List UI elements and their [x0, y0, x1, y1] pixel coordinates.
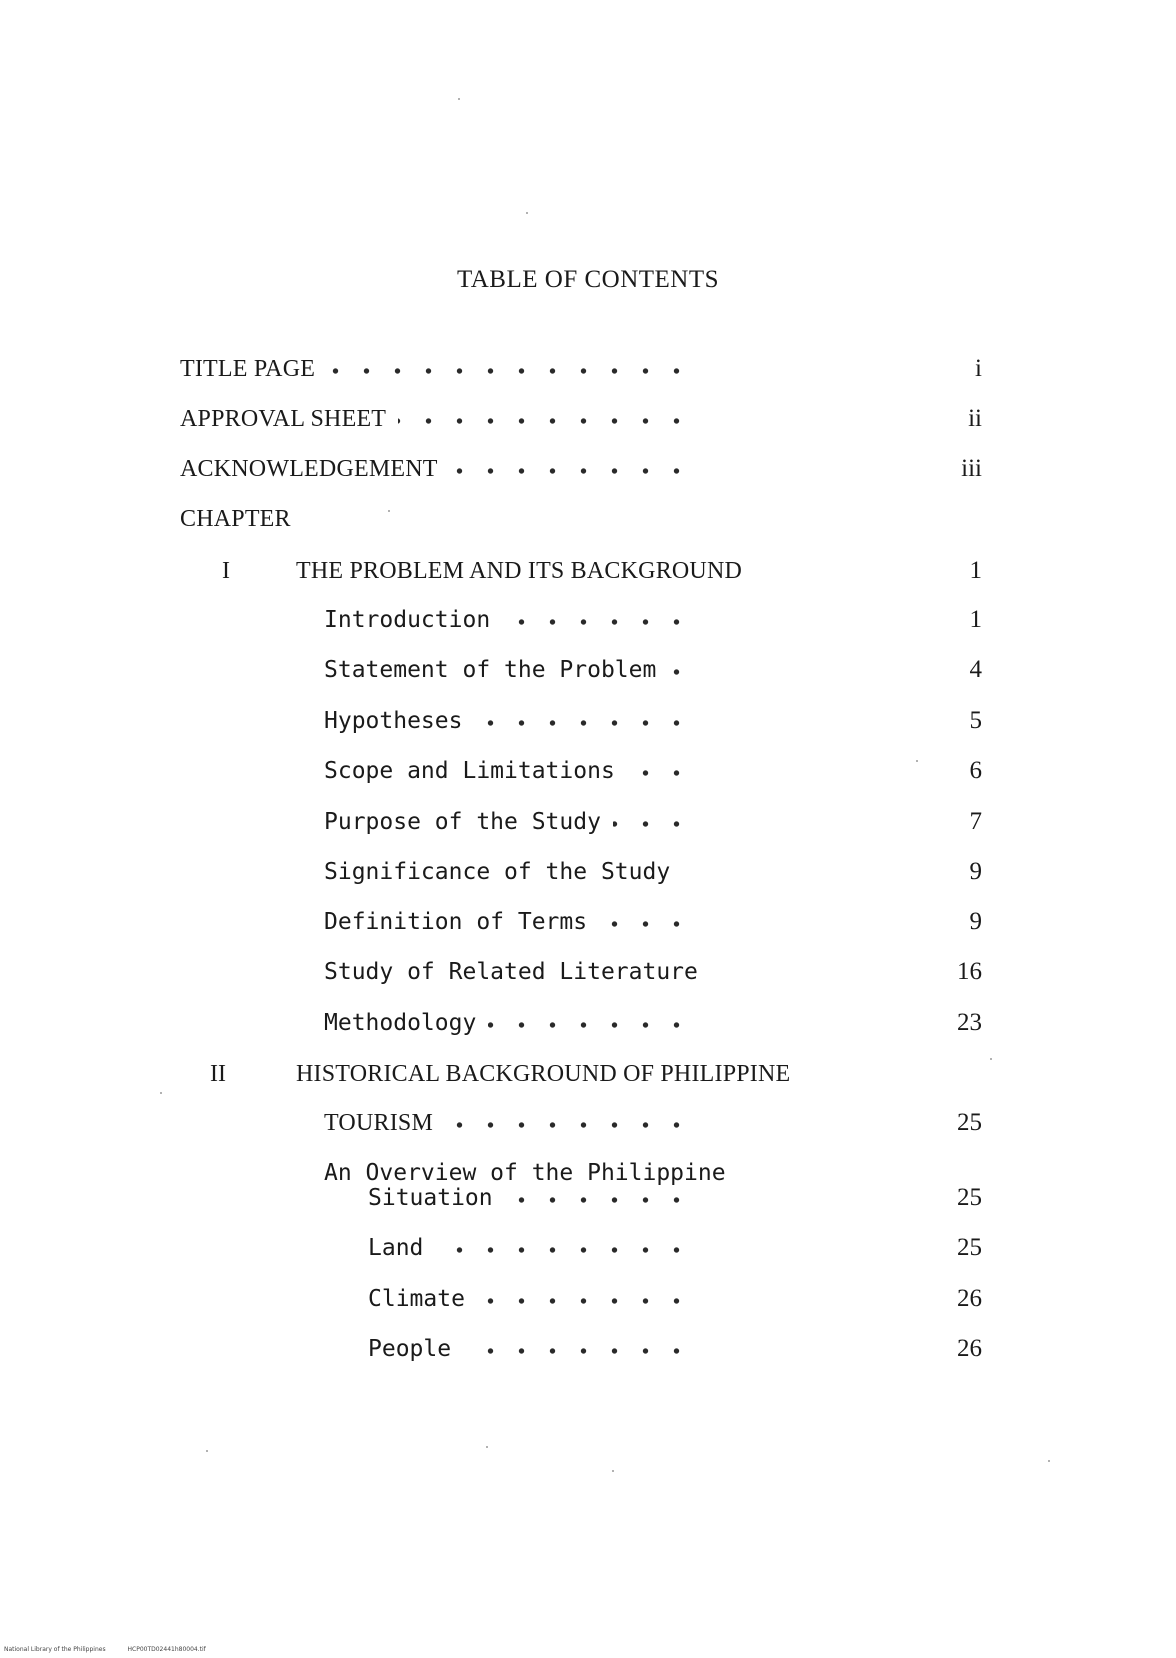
entry-label: Study of Related Literature — [324, 959, 698, 985]
toc-entry-people — [368, 1334, 982, 1368]
toc-entry-study-of-related-literature — [324, 957, 982, 991]
entry-label: Climate — [368, 1286, 465, 1312]
entry-page-number: 1 — [969, 557, 982, 584]
entry-page-number: iii — [961, 455, 982, 482]
entry-label: Situation — [368, 1185, 493, 1211]
toc-entry-chapter-2-title — [296, 1059, 982, 1093]
dot-leader — [450, 467, 692, 475]
entry-page-number: 5 — [969, 707, 982, 734]
entry-page-number: 26 — [957, 1335, 982, 1362]
toc-entry-introduction — [324, 605, 982, 639]
toc-entry-land — [368, 1233, 982, 1267]
dot-leader — [463, 1347, 692, 1355]
entry-label: HISTORICAL BACKGROUND OF PHILIPPINE — [296, 1061, 791, 1087]
chapter-numeral: I — [222, 558, 230, 584]
entry-page-number: 9 — [969, 908, 982, 935]
toc-entry-title-page — [180, 354, 982, 388]
toc-entry-hypotheses — [324, 706, 982, 740]
entry-page-number: 16 — [957, 958, 982, 985]
dot-leader — [488, 1021, 692, 1029]
entry-page-number: 1 — [969, 606, 982, 633]
entry-label: Hypotheses — [324, 708, 463, 734]
entry-label: Significance of the Study — [324, 859, 671, 885]
entry-label: ACKNOWLEDGEMENT — [180, 456, 438, 482]
entry-page-number: ii — [968, 405, 982, 432]
dot-leader — [435, 1246, 692, 1254]
entry-page-number: 25 — [957, 1109, 982, 1136]
scan-speck — [206, 1450, 208, 1452]
entry-label: THE PROBLEM AND ITS BACKGROUND — [296, 558, 743, 584]
entry-label: TOURISM — [324, 1110, 433, 1136]
chapter-heading — [180, 504, 480, 538]
scan-speck — [990, 1058, 992, 1060]
footer-library: National Library of the Philippines — [4, 1646, 106, 1653]
entry-label: Introduction — [324, 607, 491, 633]
scan-speck — [458, 98, 460, 100]
toc-entry-significance-of-the-study — [324, 857, 982, 891]
toc-entry-definition-of-terms — [324, 907, 982, 941]
entry-page-number: 25 — [957, 1234, 982, 1261]
entry-page-number: i — [975, 355, 982, 382]
entry-page-number: 9 — [969, 858, 982, 885]
toc-title: TABLE OF CONTENTS — [456, 266, 720, 293]
entry-label: Definition of Terms — [324, 909, 588, 935]
dot-leader — [477, 1297, 692, 1305]
entry-label: Land — [368, 1235, 424, 1261]
scan-speck — [526, 212, 528, 214]
entry-label: Statement of the Problem — [324, 657, 657, 683]
dot-leader — [445, 1121, 692, 1129]
toc-entry-methodology — [324, 1008, 982, 1042]
toc-entry-overview — [368, 1183, 982, 1217]
scan-speck — [160, 1092, 162, 1094]
dot-leader — [613, 820, 692, 828]
entry-label: Purpose of the Study — [324, 809, 601, 835]
dot-leader — [668, 668, 692, 676]
toc-entry-acknowledgement — [180, 454, 982, 488]
scan-footer — [4, 1646, 226, 1653]
dot-leader — [502, 618, 692, 626]
entry-label: APPROVAL SHEET — [180, 406, 387, 432]
scan-speck — [1048, 1460, 1050, 1462]
entry-label: TITLE PAGE — [180, 356, 316, 382]
dot-leader — [682, 870, 692, 878]
entry-label: Scope and Limitations — [324, 758, 615, 784]
dot-leader — [599, 920, 692, 928]
toc-entry-chapter-2 — [324, 1108, 982, 1142]
entry-label: An Overview of the Philippine — [324, 1160, 726, 1186]
toc-entry-climate — [368, 1284, 982, 1318]
dot-leader — [627, 769, 692, 777]
toc-entry-purpose-of-the-study — [324, 807, 982, 841]
toc-entry-scope-and-limitations — [324, 756, 982, 790]
entry-page-number: 4 — [969, 656, 982, 683]
footer-file-id: HCP00TD02441h80004.tif — [127, 1646, 206, 1653]
scan-speck — [486, 1446, 488, 1448]
toc-entry-chapter-1 — [296, 556, 982, 590]
dot-leader — [327, 367, 692, 375]
scan-speck — [612, 1470, 614, 1472]
toc-entry-approval-sheet — [180, 404, 982, 438]
entry-page-number: 25 — [957, 1184, 982, 1211]
chapter-numeral: II — [210, 1061, 226, 1087]
chapter-heading-label: CHAPTER — [180, 506, 291, 532]
dot-leader — [505, 1196, 692, 1204]
entry-page-number: 26 — [957, 1285, 982, 1312]
scan-speck — [916, 760, 918, 762]
entry-page-number: 7 — [969, 808, 982, 835]
dot-leader — [398, 417, 692, 425]
dot-leader — [474, 719, 692, 727]
entry-label: Methodology — [324, 1010, 477, 1036]
entry-page-number: 6 — [969, 757, 982, 784]
entry-label: People — [368, 1336, 452, 1362]
entry-page-number: 23 — [957, 1009, 982, 1036]
toc-entry-statement-of-the-problem — [324, 655, 982, 689]
scan-speck — [388, 510, 390, 512]
